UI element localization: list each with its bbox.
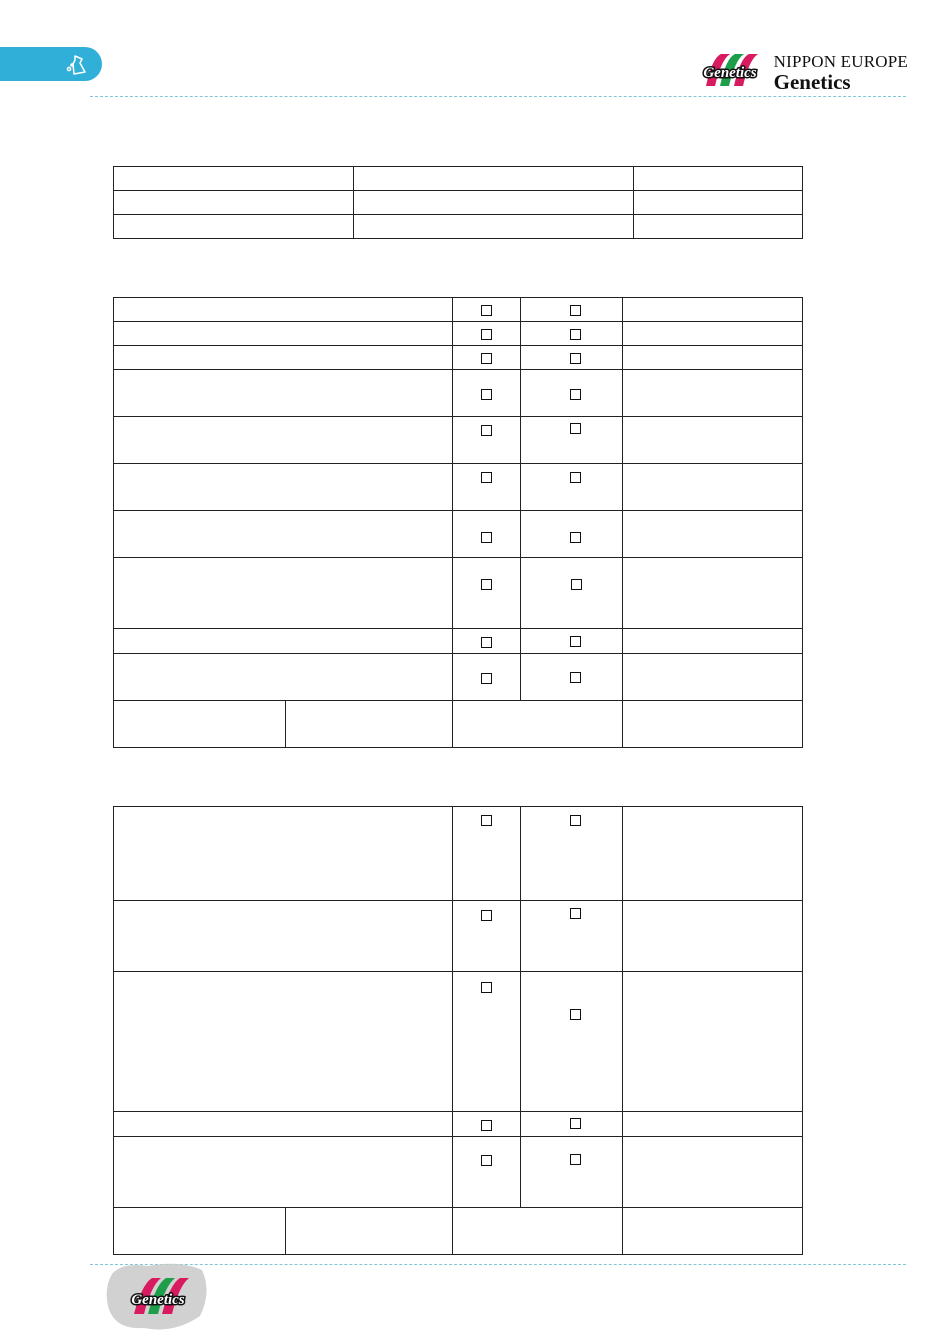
table-row [114, 1137, 803, 1208]
checkbox-no[interactable] [570, 908, 581, 919]
checkbox-no[interactable] [570, 423, 581, 434]
checkbox-yes[interactable] [481, 673, 492, 684]
checkbox-no[interactable] [570, 389, 581, 400]
table-row [114, 417, 803, 464]
checkbox-no[interactable] [570, 815, 581, 826]
logo-text: Genetics [703, 65, 757, 81]
table-row [114, 558, 803, 629]
brand-line-1: NIPPON EUROPE [773, 52, 908, 71]
checkbox-yes[interactable] [481, 472, 492, 483]
checkbox-yes[interactable] [481, 815, 492, 826]
brand-name [774, 52, 908, 95]
table-row [114, 972, 803, 1112]
checkbox-yes[interactable] [481, 305, 492, 316]
checkbox-no[interactable] [570, 1009, 581, 1020]
table-row [114, 701, 803, 748]
checkbox-no[interactable] [570, 532, 581, 543]
flask-icon [64, 53, 90, 77]
table-row [114, 1208, 803, 1255]
checkbox-no[interactable] [570, 329, 581, 340]
checkbox-no[interactable] [570, 353, 581, 364]
footer-genetics-logo [104, 1258, 214, 1336]
checkbox-yes[interactable] [481, 982, 492, 993]
table-row [114, 215, 803, 239]
checkbox-yes[interactable] [481, 579, 492, 590]
table-row [114, 322, 803, 346]
table-row [114, 464, 803, 511]
checkbox-no[interactable] [570, 1154, 581, 1165]
table-row [114, 1112, 803, 1137]
checkbox-yes[interactable] [481, 1155, 492, 1166]
table-row [114, 511, 803, 558]
checkbox-no[interactable] [570, 672, 581, 683]
table-row [114, 370, 803, 417]
table-row [114, 629, 803, 654]
genetics-logo [694, 50, 766, 92]
checkbox-no[interactable] [570, 636, 581, 647]
table-row [114, 167, 803, 191]
checkbox-yes[interactable] [481, 1120, 492, 1131]
checkbox-no[interactable] [571, 579, 582, 590]
checklist-table-1 [113, 297, 803, 748]
checkbox-yes[interactable] [481, 389, 492, 400]
table-row [114, 901, 803, 972]
table-row [114, 298, 803, 322]
checkbox-yes[interactable] [481, 532, 492, 543]
header-tab [0, 47, 102, 81]
table-row [114, 807, 803, 901]
checkbox-no[interactable] [570, 305, 581, 316]
checkbox-yes[interactable] [481, 637, 492, 648]
checkbox-yes[interactable] [481, 910, 492, 921]
header-divider [90, 96, 906, 97]
info-table [113, 166, 803, 239]
checkbox-yes[interactable] [481, 353, 492, 364]
brand-line-2: Genetics [773, 70, 851, 94]
table-row [114, 654, 803, 701]
checkbox-yes[interactable] [481, 329, 492, 340]
checklist-table-2 [113, 806, 803, 1255]
table-row [114, 191, 803, 215]
footer-logo-text: Genetics [131, 1292, 185, 1308]
checkbox-no[interactable] [570, 472, 581, 483]
checkbox-yes[interactable] [481, 425, 492, 436]
checkbox-no[interactable] [570, 1118, 581, 1129]
table-row [114, 346, 803, 370]
